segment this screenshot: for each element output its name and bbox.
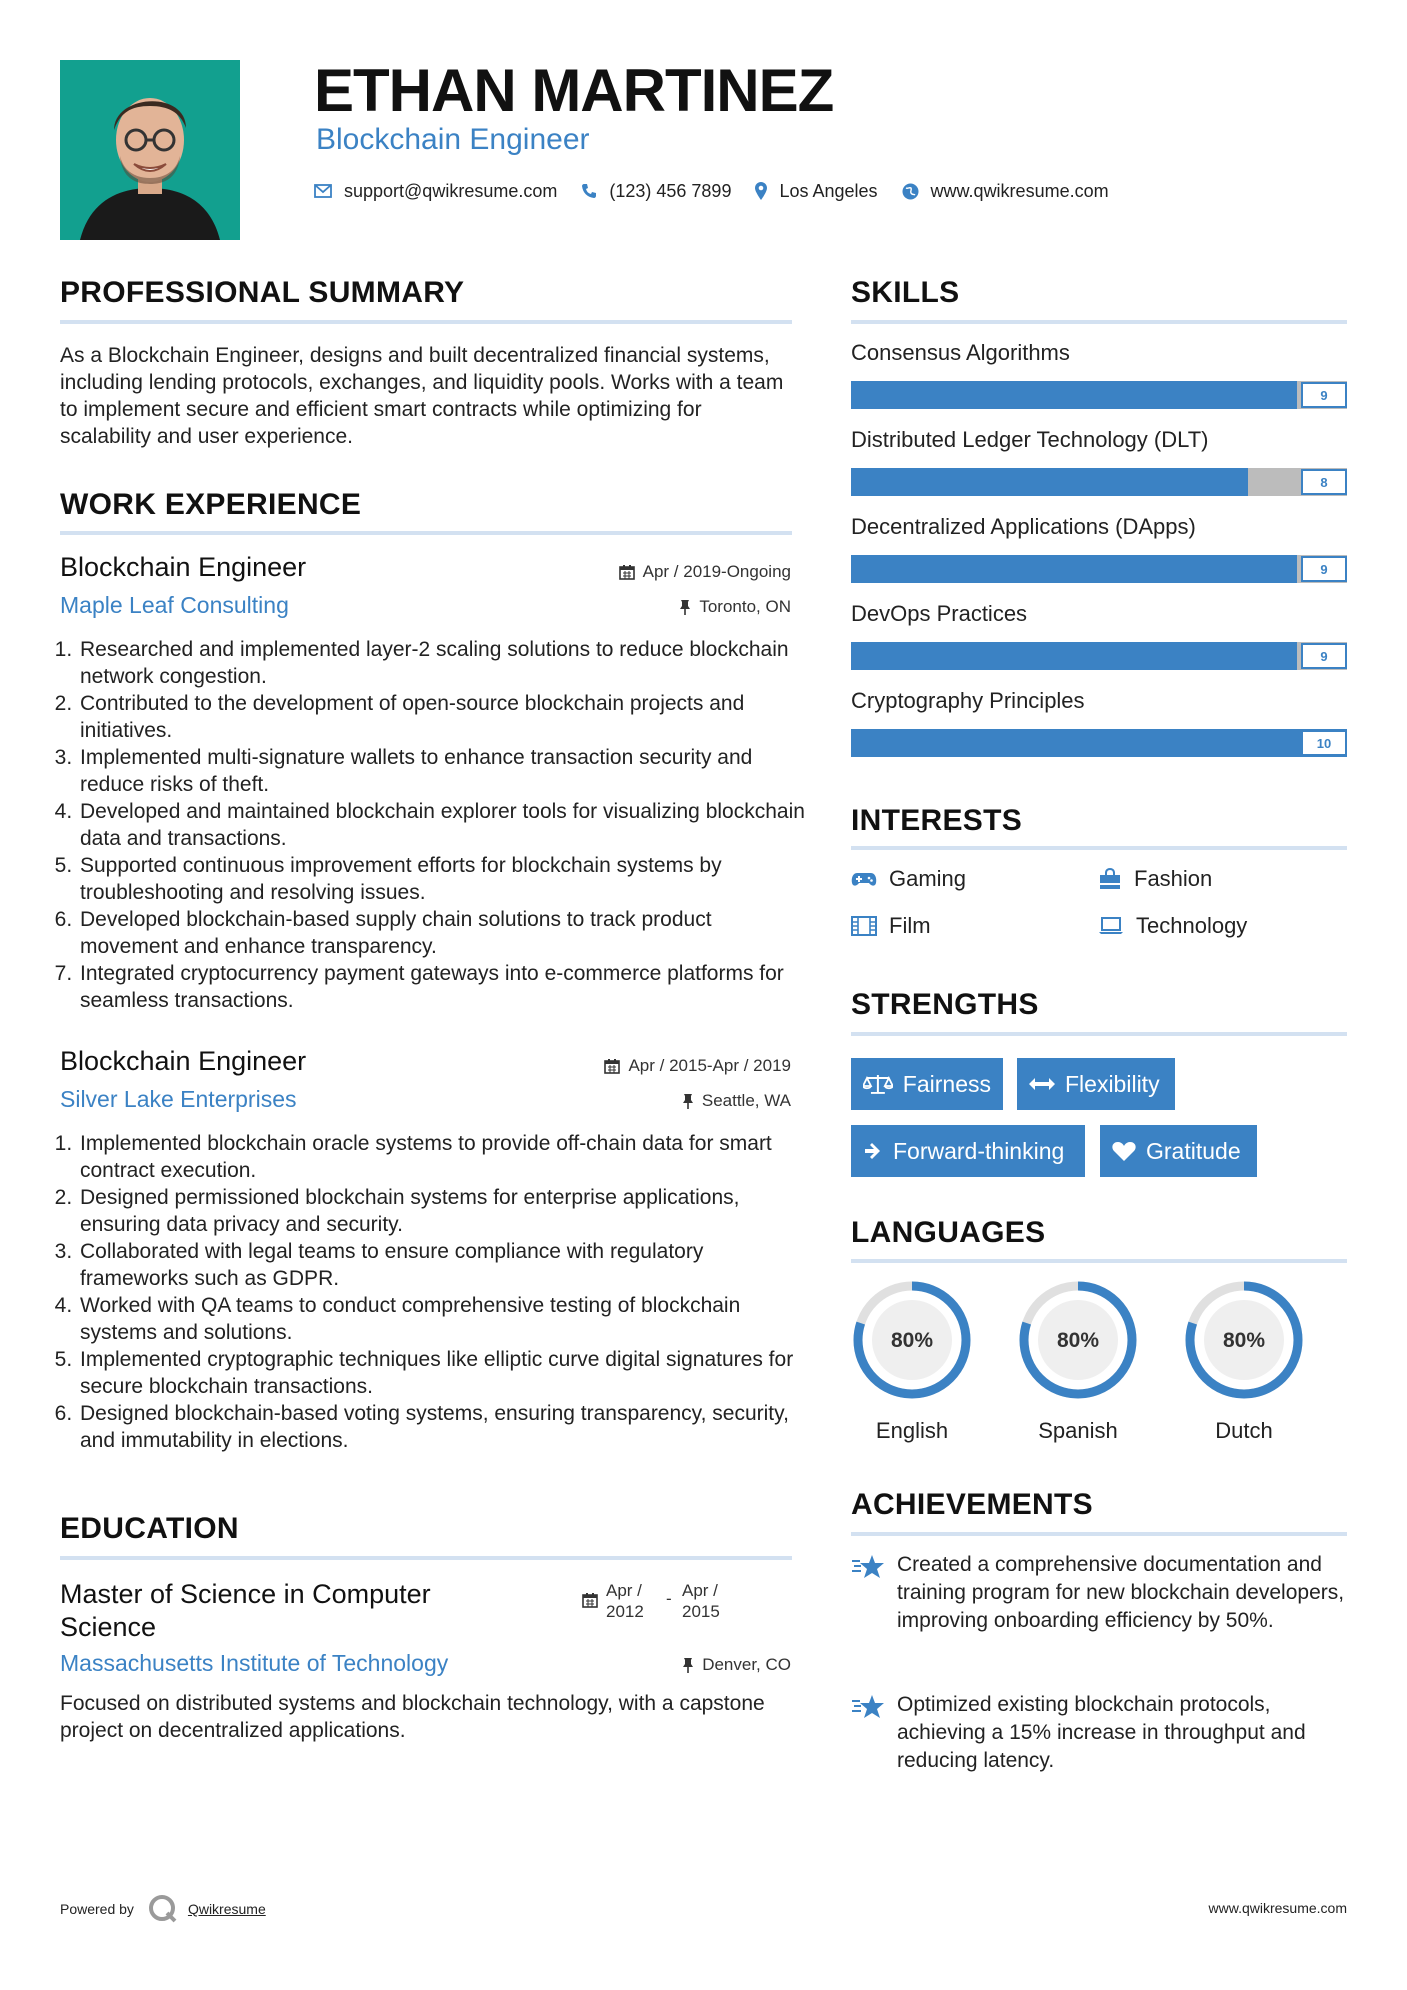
interest-label: Film	[889, 913, 931, 938]
skill-bar	[851, 642, 1347, 670]
email-text: support@qwikresume.com	[344, 180, 558, 201]
list-item: 4. Developed and maintained blockchain explorer tools for visualizing blockchain data and transactions.	[78, 798, 812, 852]
achievement-text: Optimized existing blockchain protocols, achieving a 15% increase in throughput and reducing latency.	[897, 1693, 1306, 1772]
job-bullets	[58, 636, 812, 1014]
laptop-icon	[1098, 917, 1124, 935]
globe-icon	[902, 183, 919, 200]
list-item: 1. Researched and implemented layer-2 scaling solutions to reduce blockchain network congestion.	[78, 636, 812, 690]
candidate-name: ETHAN MARTINEZ	[314, 57, 834, 124]
skill-bar-fill	[851, 642, 1297, 670]
skill-name: Decentralized Applications (DApps)	[851, 514, 1196, 539]
job-dates-text: Apr / 2019-Ongoing	[642, 562, 791, 581]
list-item: 5. Supported continuous improvement efforts for blockchain systems by troubleshooting and resolving issues.	[78, 852, 812, 906]
interest-label: Gaming	[889, 866, 967, 891]
list-item: 5. Implemented cryptographic techniques like elliptic curve digital signatures for secure blockchain transactions.	[78, 1346, 812, 1400]
strengths-heading: STRENGTHS	[851, 988, 1039, 1021]
language-percent: 80%	[1056, 1329, 1100, 1352]
phone-text: (123) 456 7899	[609, 180, 732, 201]
achievement-item	[851, 1551, 1347, 1635]
skill-level: 9	[1301, 382, 1347, 408]
language-progress-ring	[1016, 1278, 1140, 1402]
star-icon	[851, 1553, 885, 1581]
contact-location	[755, 181, 877, 202]
achievements-divider	[851, 1532, 1347, 1536]
interest-item	[1098, 866, 1212, 892]
education-start: Apr / 2012	[606, 1581, 644, 1621]
job-dates	[619, 562, 791, 582]
language-name: Spanish	[1038, 1418, 1118, 1443]
strength-badge	[1017, 1058, 1175, 1110]
pushpin-icon	[682, 1657, 694, 1673]
languages-heading: LANGUAGES	[851, 1216, 1046, 1249]
list-item: 2. Designed permissioned blockchain systems for enterprise applications, ensuring data privacy and security.	[78, 1184, 812, 1238]
achievements-heading: ACHIEVEMENTS	[851, 1488, 1093, 1521]
skill-name: Consensus Algorithms	[851, 340, 1070, 365]
language-name: Dutch	[1215, 1418, 1273, 1443]
pushpin-icon	[682, 1093, 694, 1109]
list-item: 1. Implemented blockchain oracle systems to provide off-chain data for smart contract execution.	[78, 1130, 812, 1184]
strength-badge	[1100, 1125, 1257, 1177]
strength-label: Forward-thinking	[893, 1137, 1065, 1164]
job-location	[682, 1091, 791, 1111]
map-marker-icon	[755, 182, 767, 200]
strength-label: Fairness	[902, 1070, 991, 1097]
strength-badge	[851, 1125, 1085, 1177]
skill-bar-fill	[851, 729, 1347, 757]
film-icon	[851, 916, 877, 936]
powered-by-label: Powered by	[60, 1901, 134, 1917]
summary-text: As a Blockchain Engineer, designs and built decentralized financial systems, including lending protocols, exchanges, and liquidity pools. Works with a team to implement secure and efficient smart contracts while optimizing for scalability and user experience.	[60, 344, 784, 448]
school-name: Massachusetts Institute of Technology	[60, 1650, 449, 1676]
language-progress-ring	[1182, 1278, 1306, 1402]
skill-bar	[851, 555, 1347, 583]
education-end: Apr / 2015	[682, 1581, 720, 1621]
degree-title: Master of Science in Computer Science	[60, 1579, 431, 1642]
calendar-icon	[582, 1592, 598, 1608]
language-ring	[850, 1278, 974, 1402]
heart-icon	[1112, 1140, 1136, 1162]
skill-level: 8	[1301, 469, 1347, 495]
skill-bar	[851, 729, 1347, 757]
contact-phone[interactable]	[581, 181, 731, 202]
location-text: Los Angeles	[779, 180, 878, 201]
job-company: Maple Leaf Consulting	[60, 592, 289, 618]
job-dates-text: Apr / 2015-Apr / 2019	[628, 1056, 791, 1075]
list-item: 3. Collaborated with legal teams to ensure compliance with regulatory frameworks such as GDPR.	[78, 1238, 812, 1292]
education-description: Focused on distributed systems and blockchain technology, with a capstone project on decentralized applications.	[60, 1692, 765, 1742]
interests-divider	[851, 846, 1347, 850]
interest-label: Technology	[1136, 913, 1248, 938]
skill-name: Distributed Ledger Technology (DLT)	[851, 427, 1209, 452]
experience-heading: WORK EXPERIENCE	[60, 488, 362, 521]
language-percent: 80%	[1222, 1329, 1266, 1352]
strength-label: Gratitude	[1146, 1137, 1241, 1164]
language-name: English	[875, 1418, 949, 1443]
list-item: 6. Designed blockchain-based voting systems, ensuring transparency, security, and immutability in elections.	[78, 1400, 812, 1454]
job-location-text: Seattle, WA	[701, 1091, 791, 1110]
pushpin-icon	[679, 599, 691, 615]
envelope-icon	[314, 184, 332, 198]
summary-divider	[60, 320, 792, 324]
strengths-divider	[851, 1032, 1347, 1036]
candidate-title: Blockchain Engineer	[316, 123, 590, 156]
education-dates	[582, 1580, 742, 1622]
skills-divider	[851, 320, 1347, 324]
strength-label: Flexibility	[1065, 1070, 1160, 1097]
language-ring	[1182, 1278, 1306, 1402]
footer-powered-by	[60, 1894, 266, 1924]
experience-divider	[60, 531, 792, 535]
job-title: Blockchain Engineer	[60, 552, 307, 582]
job-location-text: Toronto, ON	[699, 597, 791, 616]
summary-heading: PROFESSIONAL SUMMARY	[60, 276, 465, 309]
footer-url[interactable]: www.qwikresume.com	[1208, 1900, 1347, 1916]
language-percent: 80%	[890, 1329, 934, 1352]
job-location	[679, 597, 791, 617]
achievement-item	[851, 1691, 1347, 1775]
language-progress-ring	[850, 1278, 974, 1402]
website-text: www.qwikresume.com	[930, 180, 1109, 201]
list-item: 7. Integrated cryptocurrency payment gateways into e-commerce platforms for seamless transactions.	[78, 960, 812, 1014]
skill-bar-fill	[851, 468, 1248, 496]
education-location	[682, 1655, 791, 1675]
job-company: Silver Lake Enterprises	[60, 1086, 297, 1112]
calendar-icon	[619, 564, 635, 580]
job-dates	[604, 1056, 791, 1076]
calendar-icon	[604, 1058, 620, 1074]
gamepad-icon	[851, 870, 877, 888]
skill-name: Cryptography Principles	[851, 688, 1085, 713]
education-divider	[60, 1556, 792, 1560]
language-ring	[1016, 1278, 1140, 1402]
star-icon	[851, 1693, 885, 1721]
skill-bar-fill	[851, 381, 1297, 409]
brand-link[interactable]: Qwikresume	[187, 1901, 266, 1917]
contact-email[interactable]	[314, 181, 557, 202]
phone-icon	[581, 183, 597, 199]
contact-website[interactable]	[902, 181, 1109, 202]
interest-item	[851, 866, 966, 892]
skill-bar	[851, 468, 1347, 496]
list-item: 2. Contributed to the development of open-source blockchain projects and initiatives.	[78, 690, 812, 744]
education-location-text: Denver, CO	[702, 1655, 791, 1674]
shopping-bag-icon	[1098, 868, 1122, 890]
skill-name: DevOps Practices	[851, 601, 1028, 626]
skill-level: 9	[1301, 556, 1347, 582]
qwikresume-logo-icon	[148, 1894, 178, 1924]
list-item: 6. Developed blockchain-based supply chain solutions to track product movement and enhance transparency.	[78, 906, 812, 960]
interest-label: Fashion	[1134, 866, 1213, 891]
strength-badge	[851, 1058, 1003, 1110]
achievement-text: Created a comprehensive documentation and training program for new blockchain developers, improving onboarding efficiency by 50%.	[897, 1553, 1345, 1632]
balance-scale-icon	[863, 1073, 893, 1095]
date-separator: -	[666, 1589, 672, 1608]
avatar-illustration	[60, 60, 240, 240]
interest-item	[1098, 913, 1247, 939]
arrow-right-icon	[863, 1141, 883, 1161]
job-title: Blockchain Engineer	[60, 1046, 307, 1076]
list-item: 4. Worked with QA teams to conduct comprehensive testing of blockchain systems and solutions.	[78, 1292, 812, 1346]
interests-heading: INTERESTS	[851, 804, 1023, 837]
job-bullets	[58, 1130, 812, 1454]
education-heading: EDUCATION	[60, 1512, 239, 1545]
languages-divider	[851, 1259, 1347, 1263]
skill-bar	[851, 381, 1347, 409]
profile-photo	[60, 60, 240, 240]
skill-bar-fill	[851, 555, 1297, 583]
contact-row	[314, 176, 1133, 206]
list-item: 3. Implemented multi-signature wallets to enhance transaction security and reduce risks of theft.	[78, 744, 812, 798]
interest-item	[851, 913, 931, 939]
skill-level: 9	[1301, 643, 1347, 669]
arrows-horizontal-icon	[1029, 1077, 1055, 1091]
skills-heading: SKILLS	[851, 276, 960, 309]
skill-level: 10	[1301, 730, 1347, 756]
